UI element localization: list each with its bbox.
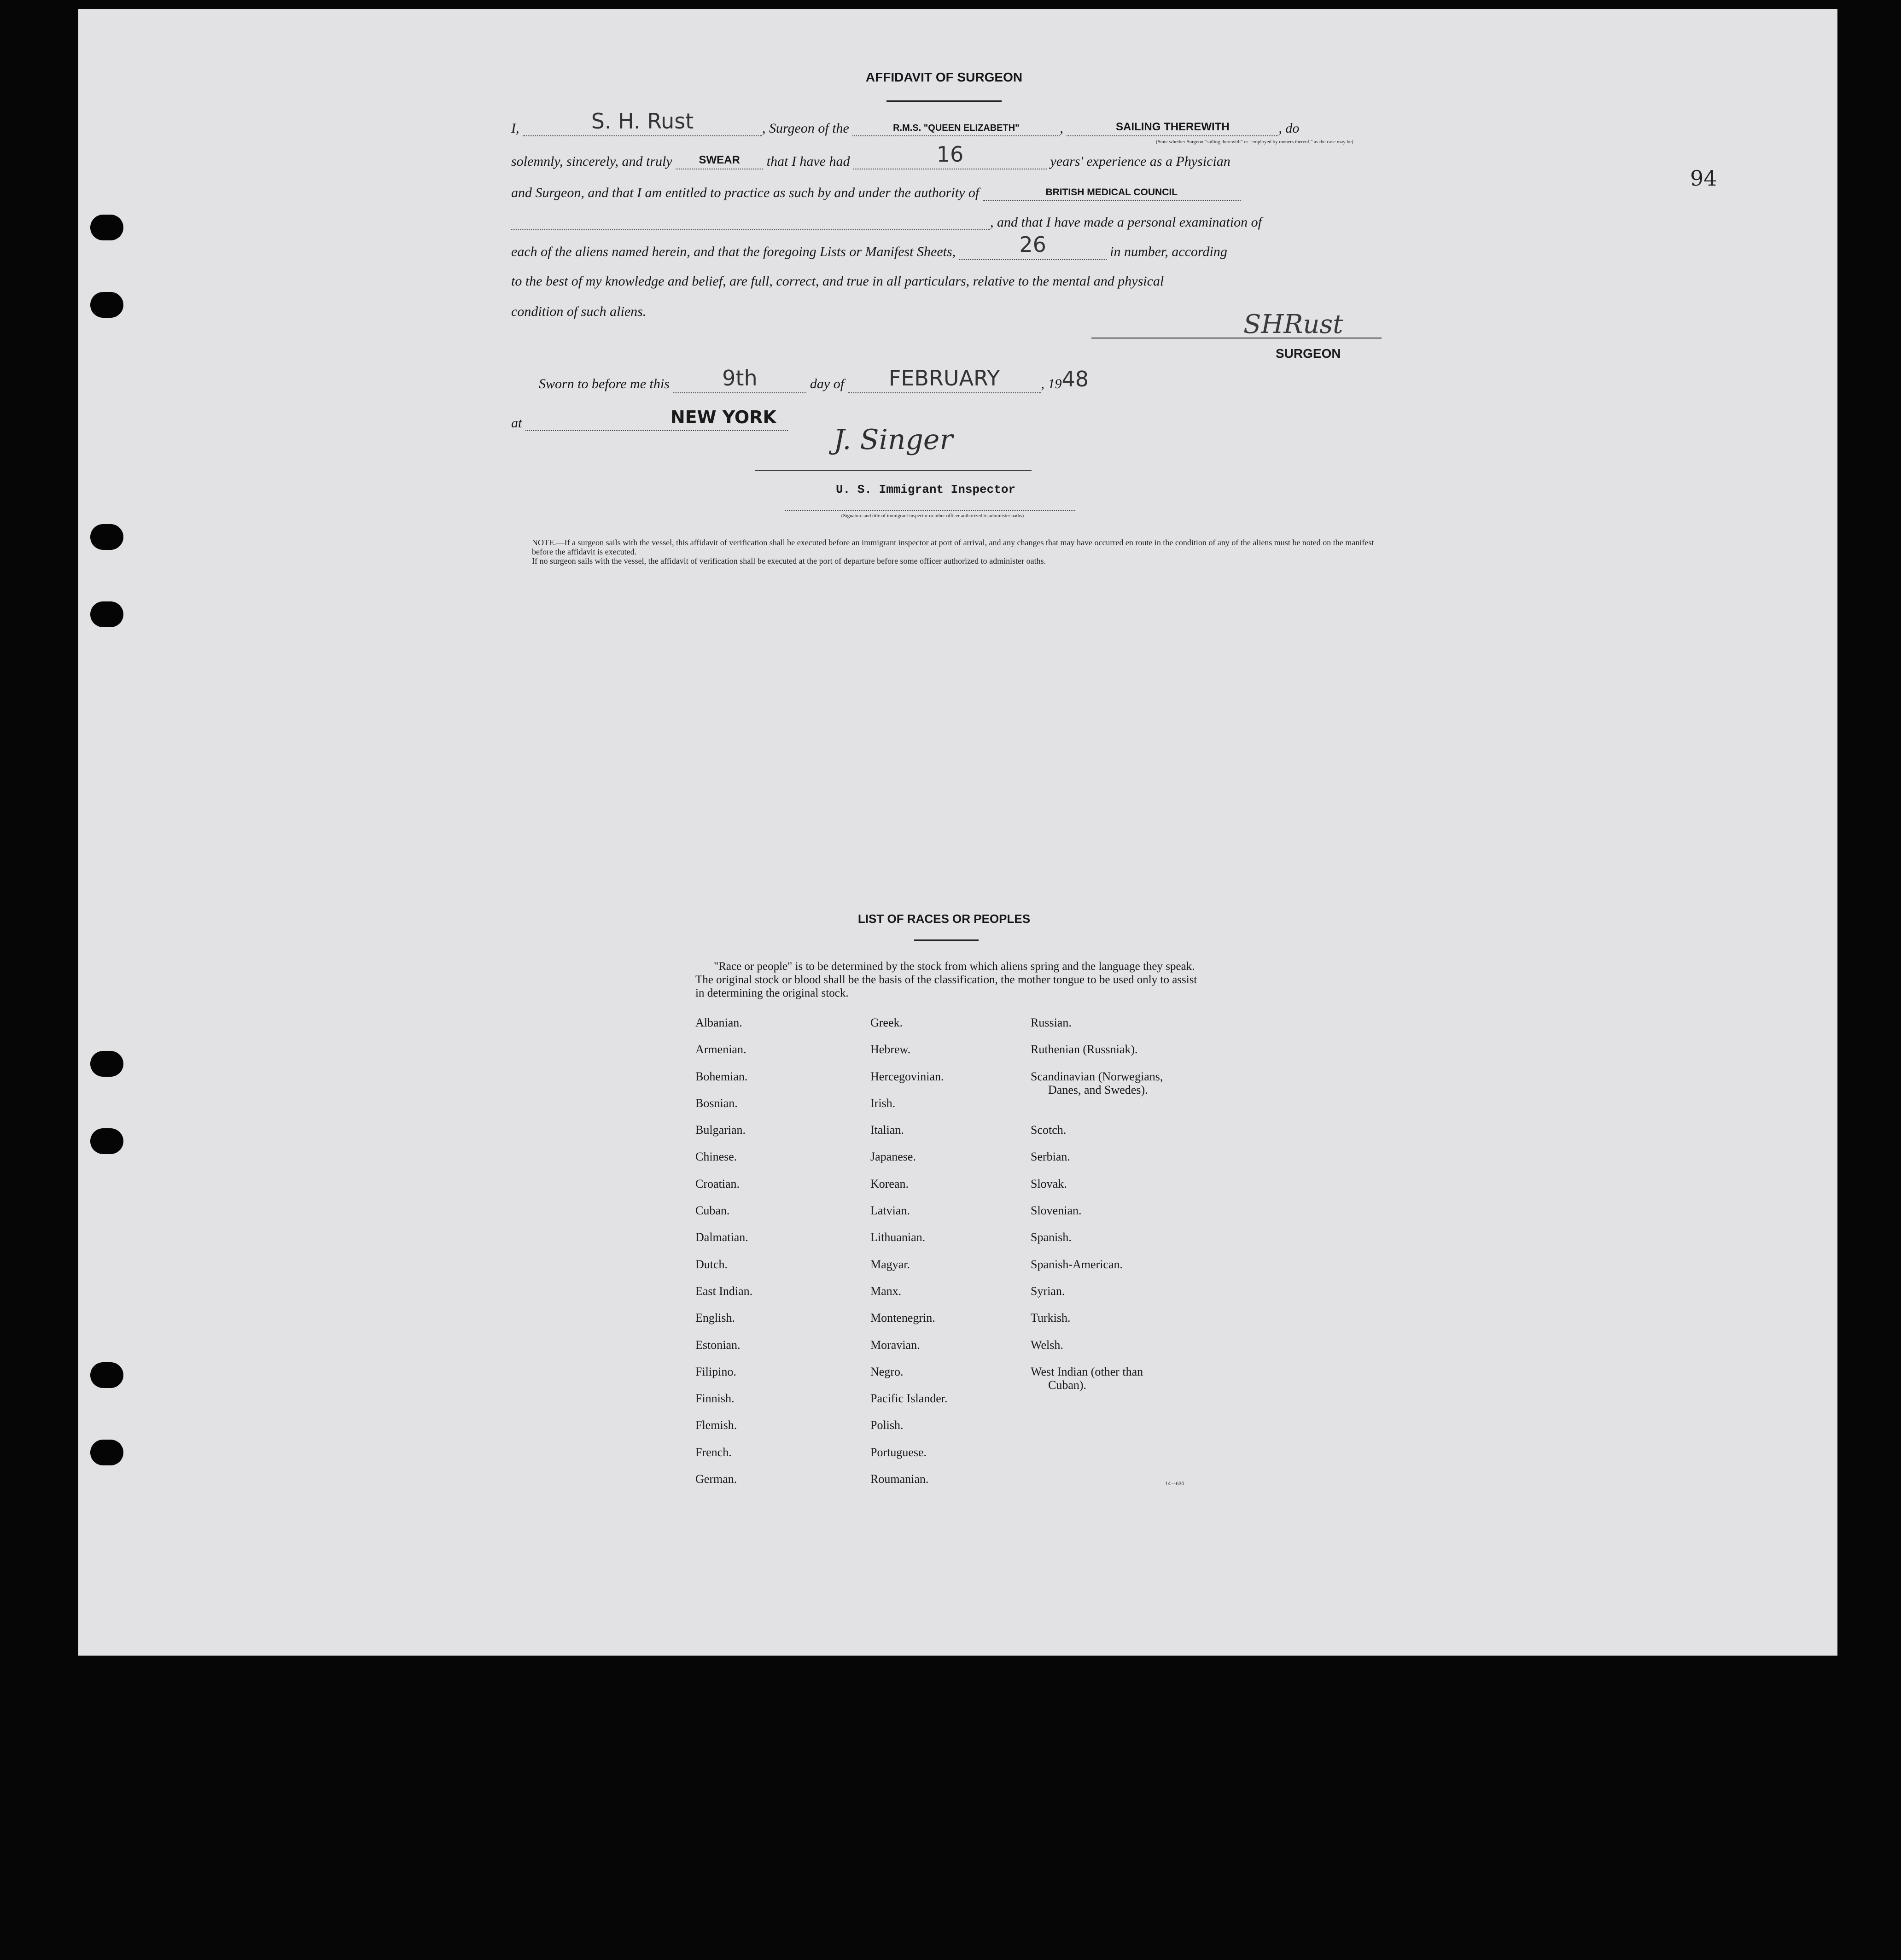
title-rule xyxy=(886,100,1002,102)
race-item: Flemish. xyxy=(695,1418,737,1432)
race-item: Roumanian. xyxy=(870,1472,929,1486)
race-item: Filipino. xyxy=(695,1365,736,1378)
affidavit-note xyxy=(532,538,1384,566)
vessel-name: R.M.S. "QUEEN ELIZABETH" xyxy=(893,123,1020,133)
race-item: Moravian. xyxy=(870,1338,920,1352)
affidavit-line-5: each of the aliens named herein, and that the foregoing Lists or Manifest Sheets, 26 in number, according xyxy=(511,232,1227,259)
race-item: Finnish. xyxy=(695,1392,735,1406)
race-item: Bosnian. xyxy=(695,1096,738,1110)
affidavit-line-7: condition of such aliens. xyxy=(511,304,647,319)
inspector-note: (Signature and title of immigrant inspector or other officer authorized to administer oaths) xyxy=(841,513,1024,519)
surgeon-name: S. H. Rust xyxy=(591,109,694,134)
form-number: 14—630 xyxy=(1165,1481,1184,1487)
race-item: Korean. xyxy=(870,1177,909,1190)
binder-hole xyxy=(90,1362,123,1388)
race-item: Negro. xyxy=(870,1365,904,1378)
race-item: Scandinavian (Norwegians, Danes, and Swedes). xyxy=(1031,1069,1163,1097)
affidavit-line-3: and Surgeon, and that I am entitled to practice as such by and under the authority of BRITISH MEDICAL COUNCIL xyxy=(511,184,1241,201)
race-item: Dalmatian. xyxy=(695,1231,748,1244)
affidavit-line-4: , and that I have made a personal examination of xyxy=(511,214,1262,230)
race-item: Bulgarian. xyxy=(695,1123,746,1137)
place-line: at NEW YORK xyxy=(511,414,788,431)
race-item: Croatian. xyxy=(695,1177,740,1190)
month-field xyxy=(848,366,1041,393)
sheets-field xyxy=(959,232,1107,260)
race-item: Serbian. xyxy=(1031,1150,1070,1164)
race-item: Magyar. xyxy=(870,1257,910,1271)
race-item: Lithuanian. xyxy=(870,1231,926,1244)
authority-text: BRITISH MEDICAL COUNCIL xyxy=(1045,187,1178,198)
affidavit-line-1: I, S. H. Rust , Surgeon of the R.M.S. "QUEEN ELIZABETH" , SAILING THEREWITH , do xyxy=(511,109,1300,136)
race-item: Japanese. xyxy=(870,1150,916,1164)
sheets-value: 26 xyxy=(1019,232,1046,257)
capacity-note: (State whether Surgeon "sailing therewith" or "employed by owners thereof," as the case may be) xyxy=(1156,139,1353,145)
years-value: 16 xyxy=(936,142,964,167)
sworn-line: Sworn to before me this 9th day of FEBRUARY , 1948 xyxy=(539,368,1089,393)
races-intro: "Race or people" is to be determined by the stock from which aliens spring and the language they speak. The original stock or blood shall be the basis of the classification, the mother tongue to be used only to assist in determining the original stock. xyxy=(695,960,1197,999)
race-item: Portuguese. xyxy=(870,1445,927,1459)
years-field xyxy=(853,142,1047,169)
race-item: English. xyxy=(695,1311,735,1325)
race-item: Chinese. xyxy=(695,1150,737,1164)
surgeon-name-field xyxy=(523,109,762,136)
place-field xyxy=(525,407,788,431)
binder-hole xyxy=(90,1128,123,1154)
race-item: Russian. xyxy=(1031,1016,1072,1029)
authority-continuation-field xyxy=(511,214,990,230)
race-item: Welsh. xyxy=(1031,1338,1063,1352)
race-item: Polish. xyxy=(870,1418,904,1432)
race-item: German. xyxy=(695,1472,737,1486)
inspector-signature: J. Singer xyxy=(834,424,953,456)
authority-field xyxy=(983,184,1241,201)
binder-hole xyxy=(90,1440,123,1465)
races-title-rule xyxy=(914,939,979,941)
year-value: 48 xyxy=(1061,367,1089,391)
capacity-text: SAILING THEREWITH xyxy=(1116,121,1230,133)
binder-hole xyxy=(90,215,123,240)
inspector-title: U. S. Immigrant Inspector xyxy=(836,483,1016,496)
binder-hole xyxy=(90,524,123,550)
affidavit-title: AFFIDAVIT OF SURGEON xyxy=(865,70,1023,84)
race-item: Italian. xyxy=(870,1123,904,1137)
race-item: Slovak. xyxy=(1031,1177,1067,1190)
note-surgeon-sails: NOTE.—If a surgeon sails with the vessel, this affidavit of verification shall be executed before an immigrant inspector at port of arrival, and any changes that may have occurred en route in the condition of any of the aliens must be noted on the manifest before the affidavit is executed. xyxy=(532,538,1374,556)
race-item: Latvian. xyxy=(870,1204,910,1218)
race-item: Cuban. xyxy=(695,1204,730,1218)
oath-text: SWEAR xyxy=(699,154,740,166)
binder-hole xyxy=(90,292,123,318)
races-title: LIST OF RACES OR PEOPLES xyxy=(857,912,1031,926)
affidavit-line-2: solemnly, sincerely, and truly SWEAR that I have had 16 years' experience as a Physician xyxy=(511,142,1230,169)
race-item: West Indian (other than Cuban). xyxy=(1031,1365,1143,1392)
race-item: Hebrew. xyxy=(870,1043,911,1056)
binder-hole xyxy=(90,601,123,627)
race-item: Armenian. xyxy=(695,1043,746,1056)
day-field xyxy=(673,366,806,393)
race-item: Bohemian. xyxy=(695,1069,748,1083)
races-column-2 xyxy=(870,1016,948,1499)
race-item: Spanish. xyxy=(1031,1231,1072,1244)
race-item: Irish. xyxy=(870,1096,896,1110)
race-item: Ruthenian (Russniak). xyxy=(1031,1043,1138,1056)
race-item: Hercegovinian. xyxy=(870,1069,944,1083)
place-value: NEW YORK xyxy=(670,407,776,427)
race-item: Albanian. xyxy=(695,1016,742,1029)
inspector-title-rule xyxy=(785,510,1075,512)
month-value: FEBRUARY xyxy=(888,366,1000,391)
page-number: 94 xyxy=(1690,166,1717,191)
surgeon-signature: SHRust xyxy=(1243,309,1343,339)
race-item: Scotch. xyxy=(1031,1123,1067,1137)
capacity-field xyxy=(1067,120,1278,136)
note-no-surgeon: If no surgeon sails with the vessel, the affidavit of verification shall be executed at the port of departure before some officer authorized to administer oaths. xyxy=(532,556,1046,566)
race-item: Spanish-American. xyxy=(1031,1257,1123,1271)
race-item: Montenegrin. xyxy=(870,1311,935,1325)
race-item: Estonian. xyxy=(695,1338,741,1352)
race-item: Dutch. xyxy=(695,1257,728,1271)
race-item: Turkish. xyxy=(1031,1311,1071,1325)
binder-hole xyxy=(90,1051,123,1077)
races-column-1 xyxy=(695,1016,752,1499)
race-item: French. xyxy=(695,1445,732,1459)
day-value: 9th xyxy=(722,366,758,391)
races-column-3 xyxy=(1031,1016,1163,1392)
race-item: Slovenian. xyxy=(1031,1204,1082,1218)
race-item: Syrian. xyxy=(1031,1284,1065,1298)
vessel-field xyxy=(852,120,1060,136)
oath-field xyxy=(676,153,763,169)
race-item: Greek. xyxy=(870,1016,903,1029)
surgeon-label: SURGEON xyxy=(1276,346,1341,361)
affidavit-line-6: to the best of my knowledge and belief, are full, correct, and true in all particulars, relative to the mental and physical xyxy=(511,274,1164,289)
race-item: Manx. xyxy=(870,1284,902,1298)
race-item: East Indian. xyxy=(695,1284,753,1298)
inspector-signature-rule xyxy=(755,470,1032,471)
race-item: Pacific Islander. xyxy=(870,1392,948,1406)
